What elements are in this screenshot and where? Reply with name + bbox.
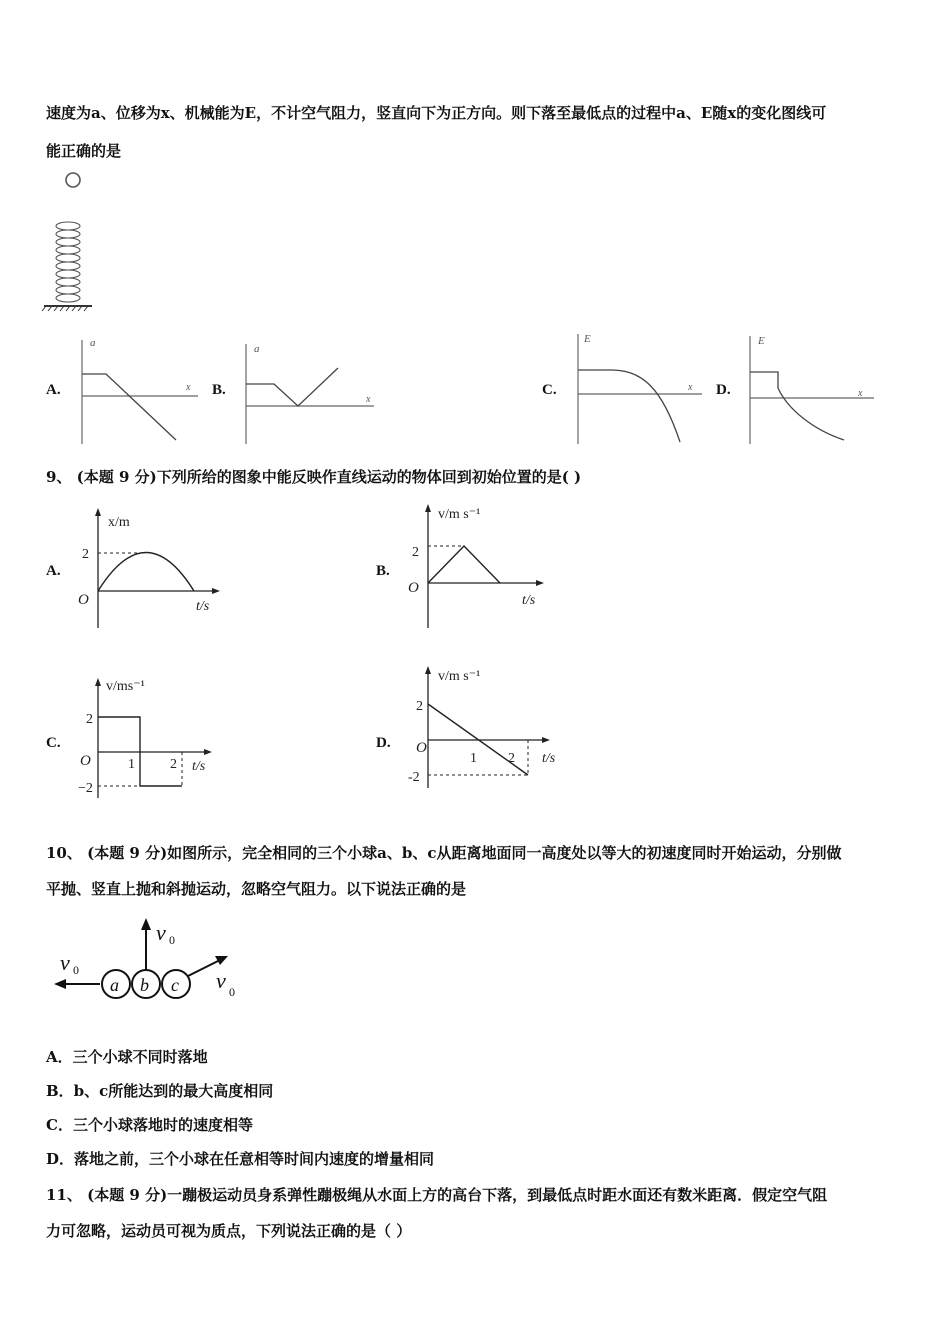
q8-option-a-label: A. [46, 382, 61, 398]
q9a-origin: O [78, 592, 89, 608]
q9a-x-label: t/s [196, 599, 210, 614]
q9c-y-label: v/ms⁻¹ [106, 679, 145, 694]
q9d-tick-t2: 2 [508, 751, 515, 766]
q10-v0-left-sub: 0 [73, 963, 79, 977]
q10-ball-b: b [140, 975, 149, 995]
spring-ball-figure [40, 168, 100, 318]
q9d-y-label: v/m s⁻¹ [438, 669, 481, 684]
q10-v0-diag: v [216, 968, 226, 993]
q8-graph-a [76, 334, 206, 446]
q11-stem-line2: 力可忽略，运动员可视为质点，下列说法正确的是（ ） [46, 1222, 412, 1240]
q10-v0-diag-sub: 0 [229, 985, 235, 999]
q8-stem-line2: 能正确的是 [46, 142, 122, 160]
q10-choice-a[interactable]: A．三个小球不同时落地 [46, 1048, 208, 1066]
q10-choice-b[interactable]: B．b、c所能达到的最大高度相同 [46, 1082, 274, 1100]
q9-graph-c [74, 672, 234, 802]
q8a-x-label: x [186, 382, 191, 393]
q10-choice-c[interactable]: C．三个小球落地时的速度相等 [46, 1116, 253, 1134]
q10-figure [48, 912, 248, 1004]
q9c-tick-neg2: −2 [78, 781, 93, 796]
q9a-tick-2: 2 [82, 547, 89, 562]
q9b-y-label: v/m s⁻¹ [438, 507, 481, 522]
q9d-tick-2: 2 [416, 699, 423, 714]
q9d-tick-neg2: -2 [408, 770, 420, 785]
q9c-x-label: t/s [192, 759, 206, 774]
q10-stem-line1: 10、 (本题 9 分)如图所示，完全相同的三个小球a、b、c从距离地面同一高度处以等大的初速度同时开始运动，分别做 [46, 844, 842, 862]
q9-stem: 9、 (本题 9 分)下列所给的图象中能反映作直线运动的物体回到初始位置的是( ) [46, 468, 582, 486]
q9d-origin: O [416, 740, 427, 756]
q10-ball-a: a [110, 975, 119, 995]
q10-choice-d[interactable]: D．落地之前，三个小球在任意相等时间内速度的增量相同 [46, 1150, 435, 1168]
q10-stem-line2: 平抛、竖直上抛和斜抛运动，忽略空气阻力。以下说法正确的是 [46, 880, 467, 898]
q9c-origin: O [80, 753, 91, 769]
q9-graph-d [404, 662, 574, 792]
q8-graph-d [744, 330, 879, 446]
q9c-tick-t2: 2 [170, 757, 177, 772]
q9b-tick-2: 2 [412, 545, 419, 560]
q9b-x-label: t/s [522, 593, 536, 608]
q10-v0-up: v [156, 920, 166, 945]
q10-v0-up-sub: 0 [169, 933, 175, 947]
q8c-y-label: E [584, 333, 591, 345]
q8b-x-label: x [366, 394, 371, 405]
q9d-tick-1: 1 [470, 751, 477, 766]
q9d-x-label: t/s [542, 751, 556, 766]
q8d-x-label: x [858, 388, 863, 399]
q9-graph-a [74, 506, 234, 630]
q8-graph-b [240, 338, 380, 446]
q8-option-c-label: C. [542, 382, 557, 398]
q8b-y-label: a [254, 343, 260, 355]
q10-v0-left: v [60, 950, 70, 975]
q8-option-d-label: D. [716, 382, 731, 398]
q9-graph-b [404, 500, 554, 630]
q9-option-d-label: D. [376, 735, 391, 751]
q9-option-b-label: B. [376, 563, 390, 579]
q9c-tick-1: 1 [128, 757, 135, 772]
q8-option-b-label: B. [212, 382, 226, 398]
q11-stem-line1: 11、 (本题 9 分)一蹦极运动员身系弹性蹦极绳从水面上方的高台下落，到最低点时距水面还有数米距离．假定空气阻 [46, 1186, 828, 1204]
q9-option-a-label: A. [46, 563, 61, 579]
q8a-y-label: a [90, 337, 96, 349]
q9-option-c-label: C. [46, 735, 61, 751]
q8c-x-label: x [688, 382, 693, 393]
q9b-origin: O [408, 580, 419, 596]
q8-graph-c [572, 328, 707, 446]
q9c-tick-2: 2 [86, 712, 93, 727]
q8-stem-line1: 速度为a、位移为x、机械能为E，不计空气阻力，竖直向下为正方向。则下落至最低点的过程中a、E随x的变化图线可 [46, 104, 827, 122]
q10-ball-c: c [171, 975, 179, 995]
q8d-y-label: E [758, 335, 765, 347]
q9a-y-label: x/m [108, 515, 130, 530]
